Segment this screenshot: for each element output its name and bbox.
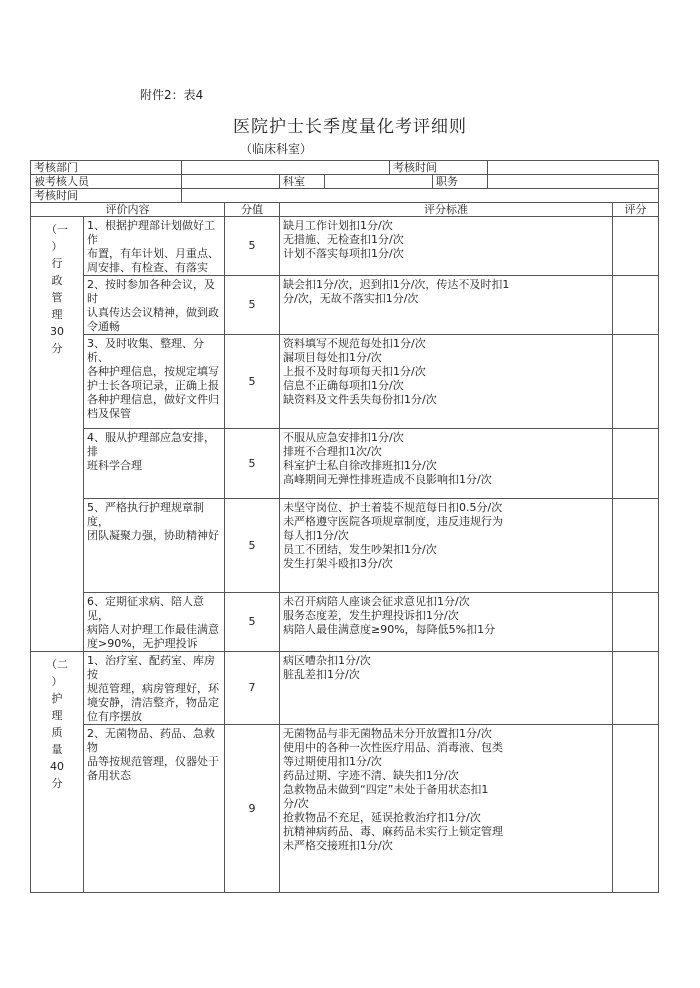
item-criteria-line: 未召开病陪人座谈会征求意见扣1分/次 <box>283 595 470 608</box>
column-header-score: 分值 <box>225 203 280 217</box>
column-header-criteria: 评分标准 <box>280 203 613 217</box>
item-criteria-line: 上报不及时每项每天扣1分/次 <box>283 365 426 378</box>
exam-time-label: 考核时间 <box>31 189 182 203</box>
item-criteria <box>280 593 613 652</box>
item-content <box>84 593 225 652</box>
criteria-row <box>31 429 659 499</box>
category-char: 理 <box>51 709 63 722</box>
rating-cell[interactable] <box>613 429 659 499</box>
item-content <box>84 429 225 499</box>
category-char: 行 <box>51 257 63 270</box>
time-label: 考核时间 <box>390 161 488 175</box>
item-content-line: 2、按时参加各种会议，及时 <box>87 278 215 305</box>
column-header-rating: 评分 <box>613 203 659 217</box>
item-content-line: 班科学合理 <box>87 459 142 472</box>
item-score: 9 <box>225 725 280 893</box>
item-score: 5 <box>225 276 280 335</box>
office-value[interactable] <box>325 175 433 189</box>
item-criteria-line: 无菌物品与非无菌物品未分开放置扣1分/次 <box>283 727 492 740</box>
item-content-line: 6、定期征求病、陪人意见， <box>87 595 204 622</box>
rating-cell[interactable] <box>613 725 659 893</box>
criteria-row <box>31 725 659 893</box>
item-content-line: 品等按规范管理，仪器处于 <box>87 755 219 768</box>
item-score: 5 <box>225 429 280 499</box>
item-criteria-line: 无措施、无检查扣1分/次 <box>283 233 404 246</box>
item-criteria-line: 未严格交接班扣1分/次 <box>283 839 393 852</box>
category-char: 理 <box>51 308 63 321</box>
item-content-line: 4、服从护理部应急安排，排 <box>87 431 215 458</box>
item-criteria <box>280 652 613 725</box>
item-score: 5 <box>225 217 280 276</box>
column-header-row <box>31 203 659 217</box>
category-char: ） <box>51 240 63 253</box>
item-criteria-line: 计划不落实每项扣1分/次 <box>283 247 404 260</box>
item-criteria-line: 未严格遵守医院各项规章制度，违反违规行为 <box>283 515 503 528</box>
position-value[interactable] <box>488 175 659 189</box>
item-score: 5 <box>225 499 280 593</box>
item-criteria-line: 缺资料及文件丢失每份扣1分/次 <box>283 393 437 406</box>
exam-time-value[interactable] <box>182 189 659 203</box>
category-char: （二 <box>46 658 68 671</box>
column-header-content: 评价内容 <box>31 203 225 217</box>
page-title: 医院护士长季度量化考评细则 <box>233 117 467 137</box>
item-criteria-line: 排班不合理扣1次/次 <box>283 445 382 458</box>
rating-cell[interactable] <box>613 593 659 652</box>
item-content-line: 认真传达会议精神，做到政 <box>87 306 219 319</box>
item-criteria-line: 病区嘈杂扣1分/次 <box>283 654 371 667</box>
item-criteria-line: 缺月工作计划扣1分/次 <box>283 219 393 232</box>
person-label: 被考核人员 <box>31 175 182 189</box>
item-criteria-line: 药品过期、字迹不清、缺失扣1分/次 <box>283 769 459 782</box>
item-content <box>84 652 225 725</box>
header-row-exam-time <box>31 189 659 203</box>
item-content-line: 护士长各项记录，正确上报 <box>87 379 219 392</box>
category-char: 质 <box>51 726 63 739</box>
item-content-line: 境安静，清洁整齐，物品定 <box>87 696 219 709</box>
header-row-dept <box>31 161 659 175</box>
item-content-line: 2、无菌物品、药品、急救物 <box>87 727 215 754</box>
category-cell <box>31 652 84 893</box>
item-criteria <box>280 429 613 499</box>
item-content-line: 病陪人对护理工作最佳满意 <box>87 623 219 636</box>
item-content <box>84 499 225 593</box>
criteria-row <box>31 335 659 429</box>
item-criteria <box>280 335 613 429</box>
item-content-line: 布置，有年计划、月重点、 <box>87 247 219 260</box>
item-content-line: 备用状态 <box>87 769 131 782</box>
rating-cell[interactable] <box>613 217 659 276</box>
category-char: 量 <box>51 743 63 756</box>
item-criteria-line: 缺会扣1分/次，迟到扣1分/次，传达不及时扣1 <box>283 278 510 291</box>
rating-cell[interactable] <box>613 276 659 335</box>
item-criteria-line: 等过期使用扣1分/次 <box>283 755 382 768</box>
person-value[interactable] <box>182 175 280 189</box>
attachment-label: 附件2：表4 <box>140 88 204 102</box>
header-row-person <box>31 175 659 189</box>
item-content-line: 1、治疗室、配药室、库房按 <box>87 654 215 681</box>
item-content-line: 规范管理，病房管理好，环 <box>87 682 219 695</box>
rating-cell[interactable] <box>613 652 659 725</box>
criteria-row <box>31 499 659 593</box>
item-content-line: 位有序摆放 <box>87 710 142 723</box>
category-char: （一 <box>46 223 68 236</box>
item-content-line: 各种护理信息，做好文件归 <box>87 393 219 406</box>
category-char: 30 <box>50 325 64 338</box>
position-label: 职务 <box>433 175 488 189</box>
criteria-row <box>31 217 659 276</box>
item-score: 5 <box>225 593 280 652</box>
item-criteria-line: 发生打架斗殴扣3分/次 <box>283 557 393 570</box>
item-score: 7 <box>225 652 280 725</box>
item-criteria-line: 病陪人最佳满意度≥90%，每降低5%扣1分 <box>283 623 496 636</box>
item-content-line: 3、及时收集、整理、分析、 <box>87 337 204 364</box>
item-content-line: 各种护理信息，按规定填写 <box>87 365 219 378</box>
item-criteria <box>280 217 613 276</box>
item-content-line: 团队凝聚力强，协助精神好 <box>87 529 219 542</box>
item-criteria-line: 分/次，无故不落实扣1分/次 <box>283 292 419 305</box>
item-criteria-line: 员工不团结，发生吵架扣1分/次 <box>283 543 437 556</box>
item-criteria-line: 未坚守岗位、护士着装不规范每日扣0.5分/次 <box>283 501 503 514</box>
evaluation-table <box>30 160 659 893</box>
category-char: 40 <box>50 760 64 773</box>
office-label: 科室 <box>280 175 325 189</box>
category-char: 管 <box>51 291 63 304</box>
time-value[interactable] <box>488 161 659 175</box>
item-content <box>84 217 225 276</box>
item-content-line: 度>90%，无护理投诉 <box>87 637 198 650</box>
item-content <box>84 276 225 335</box>
category-char: 分 <box>51 342 63 355</box>
rating-cell[interactable] <box>613 499 659 593</box>
item-criteria-line: 不服从应急安排扣1分/次 <box>283 431 404 444</box>
item-criteria-line: 资料填写不规范每处扣1分/次 <box>283 337 426 350</box>
item-criteria-line: 高峰期间无弹性排班造成不良影响扣1分/次 <box>283 473 492 486</box>
category-char: 分 <box>51 777 63 790</box>
criteria-row <box>31 593 659 652</box>
category-cell <box>31 217 84 652</box>
item-criteria-line: 抗精神病药品、毒、麻药品未实行上锁定管理 <box>283 825 503 838</box>
item-content-line: 5、严格执行护理规章制度， <box>87 501 204 528</box>
item-criteria-line: 分/次 <box>283 797 309 810</box>
dept-value[interactable] <box>182 161 390 175</box>
item-criteria-line: 漏项目每处扣1分/次 <box>283 351 382 364</box>
item-content <box>84 335 225 429</box>
item-criteria <box>280 725 613 893</box>
criteria-row <box>31 652 659 725</box>
criteria-row <box>31 276 659 335</box>
category-char: 政 <box>51 274 63 287</box>
rating-cell[interactable] <box>613 335 659 429</box>
item-criteria <box>280 276 613 335</box>
item-criteria-line: 脏乱差扣1分/次 <box>283 668 360 681</box>
category-char: ） <box>51 675 63 688</box>
dept-label: 考核部门 <box>31 161 182 175</box>
item-criteria-line: 信息不正确每项扣1分/次 <box>283 379 404 392</box>
item-content-line: 周安排、有检查、有落实 <box>87 261 208 274</box>
item-criteria-line: 服务态度差，发生护理投诉扣1分/次 <box>283 609 459 622</box>
item-criteria-line: 使用中的各种一次性医疗用品、消毒液、包类 <box>283 741 503 754</box>
item-criteria-line: 急救物品未做到“四定”未处于备用状态扣1 <box>283 783 489 796</box>
item-criteria-line: 科室护士私自徐改排班扣1分/次 <box>283 459 437 472</box>
item-content-line: 令通畅 <box>87 320 120 333</box>
item-content <box>84 725 225 893</box>
page-subtitle: （临床科室） <box>240 142 313 156</box>
item-criteria-line: 每人扣1分/次 <box>283 529 349 542</box>
item-score: 5 <box>225 335 280 429</box>
item-criteria <box>280 499 613 593</box>
item-content-line: 档及保管 <box>87 407 131 420</box>
item-criteria-line: 抢救物品不充足，延误抢救治疗扣1分/次 <box>283 811 481 824</box>
item-content-line: 1、根据护理部计划做好工作 <box>87 219 215 246</box>
category-char: 护 <box>51 692 63 705</box>
